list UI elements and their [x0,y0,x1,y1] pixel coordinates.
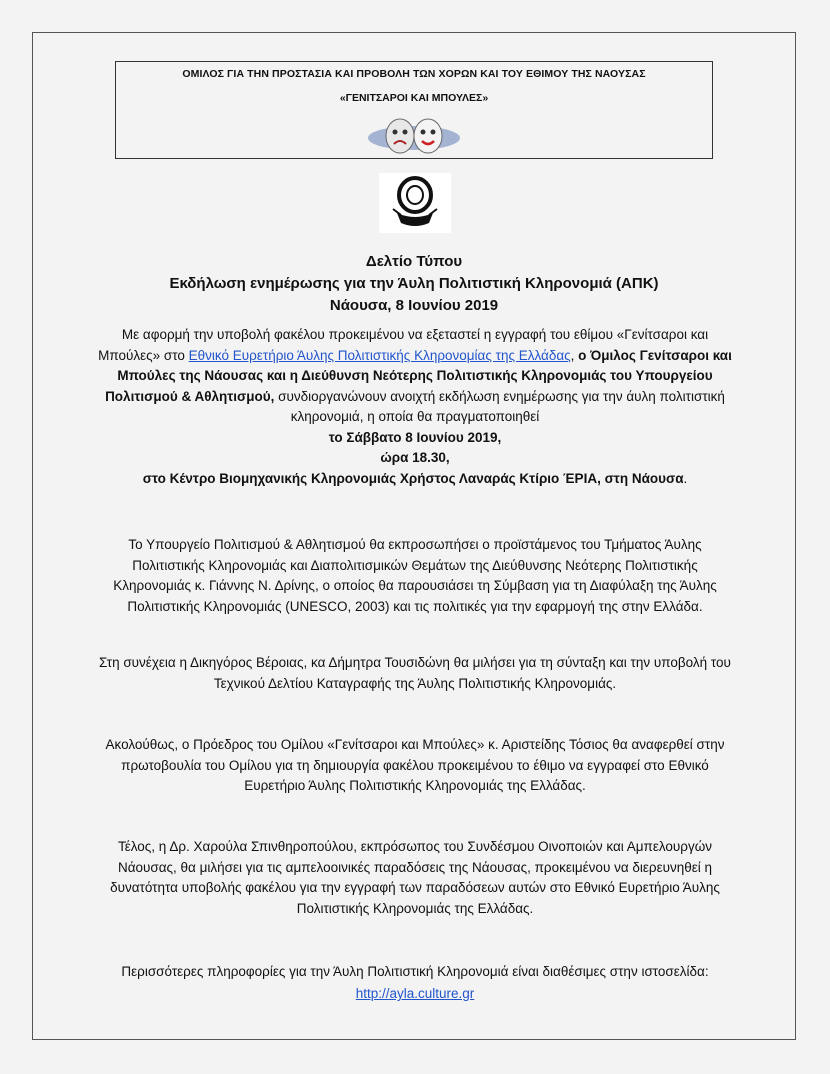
title-line-1: Δελτίο Τύπου [365,253,463,270]
organization-subtitle: «ΓΕΝΙΤΣΑΡΟΙ ΚΑΙ ΜΠΟΥΛΕΣ» [339,92,489,104]
paragraph-more-info: Περισσότερες πληροφορίες για την Άυλη Πολιτιστική Κληρονομιά είναι διαθέσιμες στην ιστοσελίδα: http://ayla.culture.gr [121,964,709,1001]
press-release-title [33,251,795,317]
society-emblem-icon [379,173,451,233]
title-line-3: Νάουσα, 8 Ιουνίου 2019 [329,297,499,314]
header-box [115,61,713,159]
ayla-website-link[interactable]: http://ayla.culture.gr [355,986,475,1001]
organizers-text: ο Όμιλος Γενίτσαροι και Μπούλες της Νάουσας και η Διεύθυνση Νεότερης Πολιτιστικής Κληρονομιάς του Υπουργείου Πολιτισμού & Αθλητισμού, [105,347,732,404]
title-line-2: Εκδήλωση ενημέρωσης για την Άυλη Πολιτιστική Κληρονομιά (ΑΠΚ) [169,275,659,292]
paragraph-lawyer: Στη συνέχεια η Δικηγόρος Βέροιας, κα Δήμητρα Τουσιδώνη θα μιλήσει για τη σύνταξη και την υποβολή του Τεχνικού Δελτίου Καταγραφής της Άυλης Πολιτιστικής Κληρονομιάς. [99,655,731,691]
national-registry-link[interactable]: Εθνικό Ευρετήριο Άυλης Πολιτιστικής Κληρονομίας της Ελλάδας [188,347,571,363]
organization-name: ΟΜΙΛΟΣ ΓΙΑ ΤΗΝ ΠΡΟΣΤΑΣΙΑ ΚΑΙ ΠΡΟΒΟΛΗ ΤΩΝ ΧΟΡΩΝ ΚΑΙ ΤΟΥ ΕΘΙΜΟΥ ΤΗΣ ΝΑΟΥΣΑΣ [182,68,646,80]
paragraph-winemakers: Τέλος, η Δρ. Χαρούλα Σπινθηροπούλου, εκπρόσωπος του Συνδέσμου Οινοποιών και Αμπελουργών Νάουσας, θα μιλήσει για τις αμπελοοινικές παραδόσεις της Νάουσας, προκειμένου να διερευνηθεί η δυνατότητα υποβολής φακέλου για την εγγραφή των παραδόσεων αυτών στο Εθνικό Ευρετήριο Άυλης Πολιτιστικής Κληρονομιάς της Ελλάδας. [110,839,720,916]
paragraph-intro: Με αφορμή την υποβολή φακέλου προκειμένου να εξεταστεί η εγγραφή του εθίμου «Γενίτσαροι και Μπούλες» στο Εθνικό Ευρετήριο Άυλης Πολιτιστικής Κληρονομίας της Ελλάδας, ο Όμιλος Γενίτσαροι και Μπούλες της Νάουσας και η Διεύθυνση Νεότερης Πολιτιστικής Κληρονομιάς του Υπουργείου Πολιτισμού & Αθλητισμού, συνδιοργανώνουν ανοιχτή εκδήλωση ενημέρωσης για την άυλη πολιτιστική κληρονομιά, η οποία θα πραγματοποιηθεί το Σάββατο 8 Ιουνίου 2019, ώρα 18.30, στο Κέντρο Βιομηχανικής Κληρονομιάς Χρήστος Λαναράς Κτίριο ΈΡΙΑ, στη Νάουσα. [95,325,735,489]
theatre-masks-icon [366,116,462,156]
document-page [32,32,796,1040]
paragraph-ministry: Το Υπουργείο Πολιτισμού & Αθλητισμού θα εκπροσωπήσει ο προϊστάμενος του Τμήματος Άυλης Πολιτιστικής Κληρονομιάς και Διαπολιτισμικών Θεμάτων της Διεύθυνσης Νεότερης Πολιτιστικής Κληρονομιάς κ. Γιάννης Ν. Δρίνης, ο οποίος θα παρουσιάσει τη Σύμβαση για τη Διαφύλαξη της Άυλης Πολιτιστικής Κληρονομιάς (UNESCO, 2003) και τις πολιτικές για την εφαρμογή της στην Ελλάδα. [113,537,717,614]
event-place: στο Κέντρο Βιομηχανικής Κληρονομιάς Χρήστος Λαναράς Κτίριο ΈΡΙΑ, στη Νάουσα [142,470,684,486]
event-date: το Σάββατο 8 Ιουνίου 2019, [328,429,502,445]
paragraph-president: Ακολούθως, ο Πρόεδρος του Ομίλου «Γενίτσαροι και Μπούλες» κ. Αριστείδης Τόσιος θα αναφερθεί στην πρωτοβουλία του Ομίλου για τη δημιουργία φακέλου προκειμένου το έθιμο να εγγραφεί στο Εθνικό Ευρετήριο Άυλης Πολιτιστικής Κληρονομιάς της Ελλάδας. [105,737,725,793]
event-time: ώρα 18.30, [380,450,450,465]
